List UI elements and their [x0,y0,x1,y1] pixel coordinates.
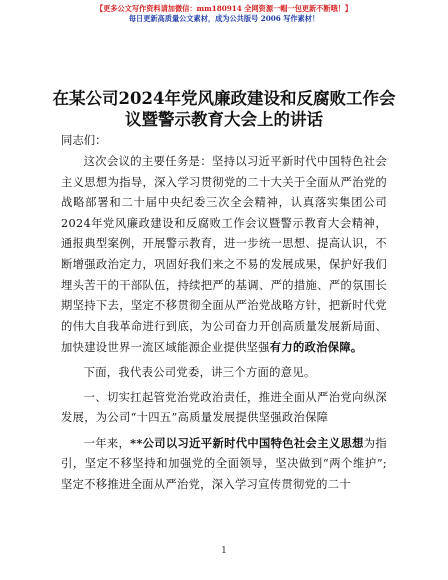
promo-line-2: 每日更新高质量公文素材，成为公共版号 2006 写作素材！ [128,14,320,23]
page-number: 1 [221,546,227,556]
paragraph-review-post: 为指引，坚定不移坚持和加强党的全面领导，坚决做到“两个维护”;坚定不移推进全面从严治党，深入学习宣传贯彻党的二十 [61,436,388,491]
paragraph-review-pre: 一年来， [83,436,131,450]
speech-body [61,152,387,496]
paragraph-tasks-bold-tail: 有力的政治保障。 [269,340,363,355]
salutation: 同志们： [61,133,107,147]
paragraph-tasks [61,152,387,359]
promo-line-1: 【更多公文写作资料请加微信：mm180914 全网资源一帽一包更新不断哦！】 [95,4,353,13]
paragraph-intro-points: 下面，我代表公司党委，讲三个方面的意见。 [83,365,316,379]
title-line-2: 议暨警示教育大会上的讲话 [125,110,323,129]
promo-banner [0,4,448,23]
paragraph-review [61,433,387,496]
paragraph-tasks-text: 这次会议的主要任务是：坚持以习近平新时代中国特色社会主义思想为指导，深入学习贯彻党的二十大关于全面从严治党的战略部署和二十届中央纪委三次全会精神，认真落实集团公司2024年党风廉政建设和反腐败工作会议暨警示教育大会精神，通报典型案例，开展警示教育，进一步统一思想、提高认识，不断增强政治定力，巩固好我们来之不易的发展成果，保护好我们埋头苦干的干部队伍，持续把严的基调、严的措施、严的氛围长期坚持下去，坚定不移贯彻全面从严治党战略方针，把新时代党的伟大自我革命进行到底，为公司奋力开创高质量发展新局面、加快建设世界一流区域能源企业提供坚强 [61,155,387,355]
title-line-1: 在某公司2024年党风廉政建设和反腐败工作会 [52,89,396,108]
paragraph-review-bold: **公司以习近平新时代中国特色社会主义思想 [130,435,364,450]
document-title [0,88,448,130]
section-heading-1: 一、切实扛起管党治党政治责任，推进全面从严治党向纵深发展，为公司“十四五”高质量发展提供坚强政治保障 [61,390,387,425]
